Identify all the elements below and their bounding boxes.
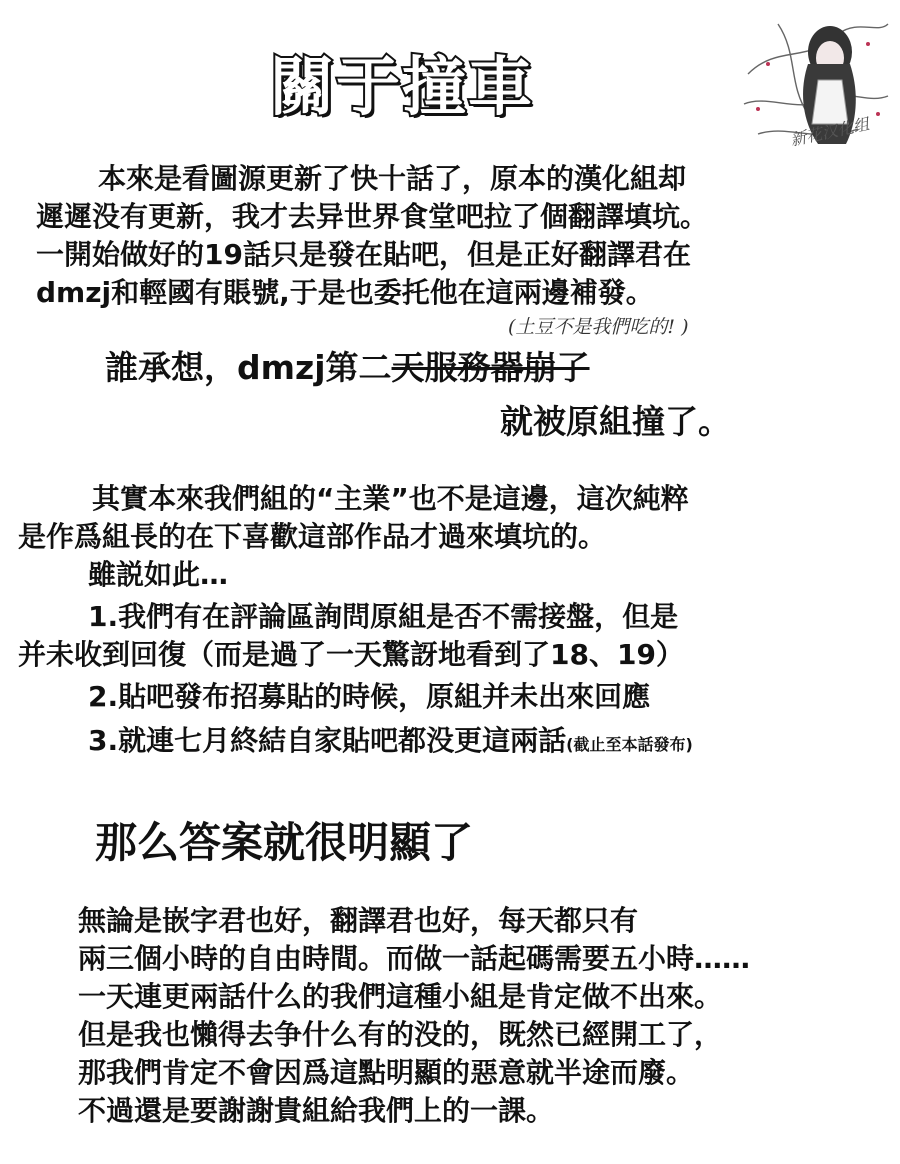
para3-line-4: 但是我也懶得去争什么有的没的，既然已經開工了， [78,1018,723,1051]
para3-line-5: 那我們肯定不會因爲這點明顯的惡意就半途而廢。 [78,1056,695,1089]
point-1-line-1: 1.我們有在評論區詢問原組是否不需接盤，但是 [88,600,679,633]
para3-line-3: 一天連更兩話什么的我們這種小組是肯定做不出來。 [78,980,723,1013]
point-1-line-2: 并未收到回復（而是過了一天驚訝地看到了18、19） [18,638,684,671]
point-2: 2.貼吧發布招募貼的時候，原組并未出來回應 [88,680,651,713]
handwritten-note: (土豆不是我們吃的! ) [508,316,689,338]
para1-line-1: 本來是看圖源更新了快十話了，原本的漢化組却 [98,162,687,195]
headline-line-1 [105,342,590,389]
para3-line-6: 不過還是要謝謝貴組給我們上的一課。 [78,1094,555,1127]
para2-line-2: 是作爲組長的在下喜歡這部作品才過來填坑的。 [18,520,607,553]
headline-line-2: 就被原組撞了。 [500,402,731,441]
para2-line-3: 雖説如此… [88,558,229,591]
para3-line-1: 無論是嵌字君也好，翻譯君也好，每天都只有 [78,904,639,937]
point-3-note: (截止至本話發布) [566,735,693,754]
para3-line-2: 兩三個小時的自由時間。而做一話起碼需要五小時…… [78,942,751,975]
conclusion-heading: 那么答案就很明顯了 [95,818,474,867]
para2-line-1: 其實本來我們組的“主業”也不是這邊，這次純粹 [92,482,689,515]
logo-text: 新花汉化组 [788,114,871,150]
point-3 [88,722,693,764]
page-title: 關于撞車 [270,51,534,125]
para1-line-4: dmzj和輕國有賬號,于是也委托他在這兩邊補發。 [36,276,654,309]
headline-prefix: 誰承想，dmzj第二 [105,348,392,387]
para1-line-3: 一開始做好的19話只是發在貼吧，但是正好翻譯君在 [36,238,691,271]
point-3-text: 3.就連七月終結自家貼吧都没更這兩話 [88,724,567,757]
headline-struck: 天服務器崩了 [391,348,590,387]
para1-line-2: 遲遲没有更新，我才去异世界食堂吧拉了個翻譯填坑。 [36,200,709,233]
